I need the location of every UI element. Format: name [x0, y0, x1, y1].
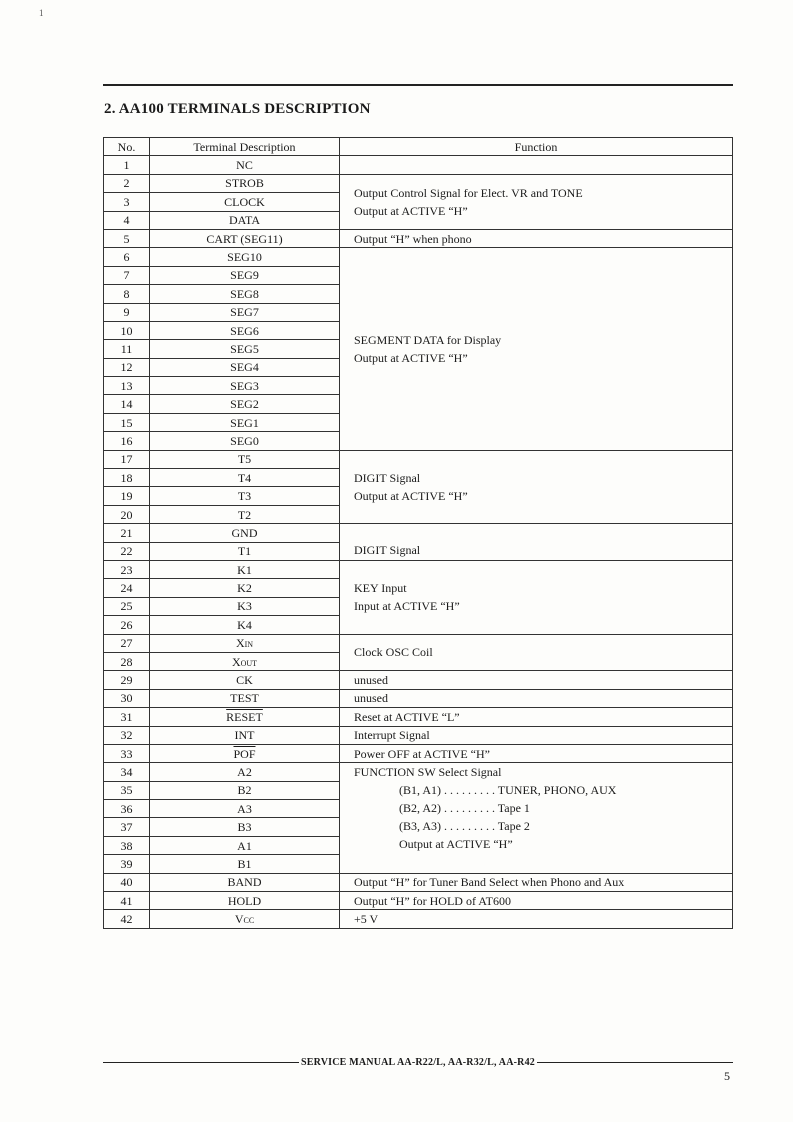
page-title: 2. AA100 TERMINALS DESCRIPTION: [104, 101, 371, 117]
row-no: 25: [104, 597, 150, 615]
table-row: [104, 156, 733, 174]
function-line: Output Control Signal for Elect. VR and TONE: [354, 185, 583, 200]
function-cell: Power OFF at ACTIVE “H”: [340, 744, 733, 762]
function-line: Input at ACTIVE “H”: [354, 599, 460, 614]
footer-rule-right: [537, 1062, 733, 1063]
row-terminal: A1: [150, 836, 340, 854]
row-terminal: B2: [150, 781, 340, 799]
table-row: [104, 910, 733, 928]
row-terminal: SEG1: [150, 413, 340, 431]
table-row: [104, 689, 733, 707]
function-cell: [340, 156, 733, 174]
terminal-name-overlined: $\overline{POF}$: [233, 746, 256, 761]
row-no: 40: [104, 873, 150, 891]
row-terminal: SEG7: [150, 303, 340, 321]
table-row: [104, 671, 733, 689]
row-no: 6: [104, 248, 150, 266]
row-no: 10: [104, 321, 150, 339]
row-no: 37: [104, 818, 150, 836]
footer-manual-title: SERVICE MANUAL AA-R22/L, AA-R32/L, AA-R42: [301, 1056, 535, 1068]
function-line: DIGIT Signal: [354, 470, 421, 485]
row-terminal: GND: [150, 524, 340, 542]
row-no: 1: [104, 156, 150, 174]
table-row: [104, 873, 733, 891]
row-terminal: NC: [150, 156, 340, 174]
function-cell: [340, 763, 733, 873]
row-terminal: TEST: [150, 689, 340, 707]
row-terminal: SEG2: [150, 395, 340, 413]
table-row: [104, 450, 733, 468]
row-terminal: T5: [150, 450, 340, 468]
row-no: 20: [104, 505, 150, 523]
row-terminal: K4: [150, 616, 340, 634]
function-cell: Output “H” when phono: [340, 229, 733, 247]
row-terminal: T3: [150, 487, 340, 505]
corner-mark: 1: [39, 8, 44, 18]
function-line: Output at ACTIVE “H”: [354, 488, 468, 503]
function-cell: unused: [340, 671, 733, 689]
row-terminal: BAND: [150, 873, 340, 891]
row-terminal: STROB: [150, 174, 340, 192]
function-cell: [340, 248, 733, 450]
row-no: 26: [104, 616, 150, 634]
row-no: 32: [104, 726, 150, 744]
header-function: Function: [340, 138, 733, 156]
function-line: (B2, A2) . . . . . . . . . Tape 1: [399, 801, 530, 816]
row-terminal: K3: [150, 597, 340, 615]
function-cell: Output “H” for HOLD of AT600: [340, 892, 733, 910]
row-no: 13: [104, 377, 150, 395]
row-no: 8: [104, 285, 150, 303]
row-no: 4: [104, 211, 150, 229]
row-terminal: Xin: [150, 634, 340, 652]
function-cell: +5 V: [340, 910, 733, 928]
function-line: FUNCTION SW Select Signal: [354, 765, 502, 780]
row-no: 33: [104, 744, 150, 762]
row-no: 16: [104, 432, 150, 450]
footer-rule-left: [103, 1062, 299, 1063]
row-terminal: SEG4: [150, 358, 340, 376]
row-terminal: INT: [150, 726, 340, 744]
header-no: No.: [104, 138, 150, 156]
function-cell: Output “H” for Tuner Band Select when Phono and Aux: [340, 873, 733, 891]
table-row: [104, 634, 733, 652]
row-terminal: CART (SEG11): [150, 229, 340, 247]
row-no: 17: [104, 450, 150, 468]
table-row: [104, 560, 733, 578]
function-cell: [340, 450, 733, 524]
table-row: [104, 229, 733, 247]
function-line: (B1, A1) . . . . . . . . . TUNER, PHONO, AUX: [399, 783, 617, 798]
row-terminal: B3: [150, 818, 340, 836]
row-no: 31: [104, 708, 150, 726]
row-no: 11: [104, 340, 150, 358]
function-line: Output at ACTIVE “H”: [354, 350, 468, 365]
row-no: 41: [104, 892, 150, 910]
row-no: 22: [104, 542, 150, 560]
function-line: (B3, A3) . . . . . . . . . Tape 2: [399, 819, 530, 834]
row-no: 42: [104, 910, 150, 928]
function-cell: [340, 560, 733, 634]
function-line: Output at ACTIVE “H”: [354, 203, 468, 218]
row-terminal: Vcc: [150, 910, 340, 928]
row-no: 35: [104, 781, 150, 799]
row-no: 21: [104, 524, 150, 542]
function-line: Output at ACTIVE “H”: [399, 837, 513, 852]
row-terminal: SEG3: [150, 377, 340, 395]
table-row: [104, 248, 733, 266]
top-rule: [103, 84, 733, 86]
row-terminal: SEG8: [150, 285, 340, 303]
row-no: 15: [104, 413, 150, 431]
row-terminal: A3: [150, 800, 340, 818]
row-no: 19: [104, 487, 150, 505]
row-terminal: SEG5: [150, 340, 340, 358]
row-no: 7: [104, 266, 150, 284]
row-no: 36: [104, 800, 150, 818]
row-terminal: SEG10: [150, 248, 340, 266]
row-terminal: HOLD: [150, 892, 340, 910]
function-cell: [340, 524, 733, 561]
row-no: 24: [104, 579, 150, 597]
page-number: 5: [724, 1069, 730, 1083]
row-no: 3: [104, 193, 150, 211]
function-cell: Reset at ACTIVE “L”: [340, 708, 733, 726]
function-line: KEY Input: [354, 581, 407, 596]
row-no: 9: [104, 303, 150, 321]
row-terminal: [150, 708, 340, 726]
row-no: 38: [104, 836, 150, 854]
row-no: 23: [104, 560, 150, 578]
function-line: DIGIT Signal: [354, 542, 421, 557]
footer: [103, 1055, 733, 1069]
row-terminal: K2: [150, 579, 340, 597]
row-terminal: CLOCK: [150, 193, 340, 211]
row-terminal: CK: [150, 671, 340, 689]
row-no: 28: [104, 652, 150, 670]
table-row: [104, 892, 733, 910]
function-cell: [340, 174, 733, 229]
row-terminal: K1: [150, 560, 340, 578]
row-no: 5: [104, 229, 150, 247]
terminals-table: [103, 137, 733, 929]
row-terminal: SEG9: [150, 266, 340, 284]
row-terminal: [150, 744, 340, 762]
table-row: [104, 524, 733, 542]
row-terminal: SEG0: [150, 432, 340, 450]
table-row: [104, 708, 733, 726]
row-terminal: SEG6: [150, 321, 340, 339]
row-no: 18: [104, 469, 150, 487]
row-terminal: DATA: [150, 211, 340, 229]
table-row: [104, 726, 733, 744]
table-header-row: [104, 138, 733, 156]
row-no: 2: [104, 174, 150, 192]
function-cell: unused: [340, 689, 733, 707]
table-row: [104, 174, 733, 192]
function-line: SEGMENT DATA for Display: [354, 332, 502, 347]
function-cell: Interrupt Signal: [340, 726, 733, 744]
row-no: 27: [104, 634, 150, 652]
row-no: 30: [104, 689, 150, 707]
row-terminal: T4: [150, 469, 340, 487]
header-terminal-description: Terminal Description: [150, 138, 340, 156]
row-terminal: B1: [150, 855, 340, 873]
table-row: [104, 744, 733, 762]
row-no: 29: [104, 671, 150, 689]
row-no: 34: [104, 763, 150, 781]
row-terminal: T2: [150, 505, 340, 523]
row-no: 39: [104, 855, 150, 873]
row-terminal: T1: [150, 542, 340, 560]
table-row: [104, 763, 733, 781]
function-cell: Clock OSC Coil: [340, 634, 733, 671]
row-no: 14: [104, 395, 150, 413]
row-terminal: Xout: [150, 652, 340, 670]
row-terminal: A2: [150, 763, 340, 781]
terminal-name-overlined: RESET: [226, 709, 263, 724]
row-no: 12: [104, 358, 150, 376]
